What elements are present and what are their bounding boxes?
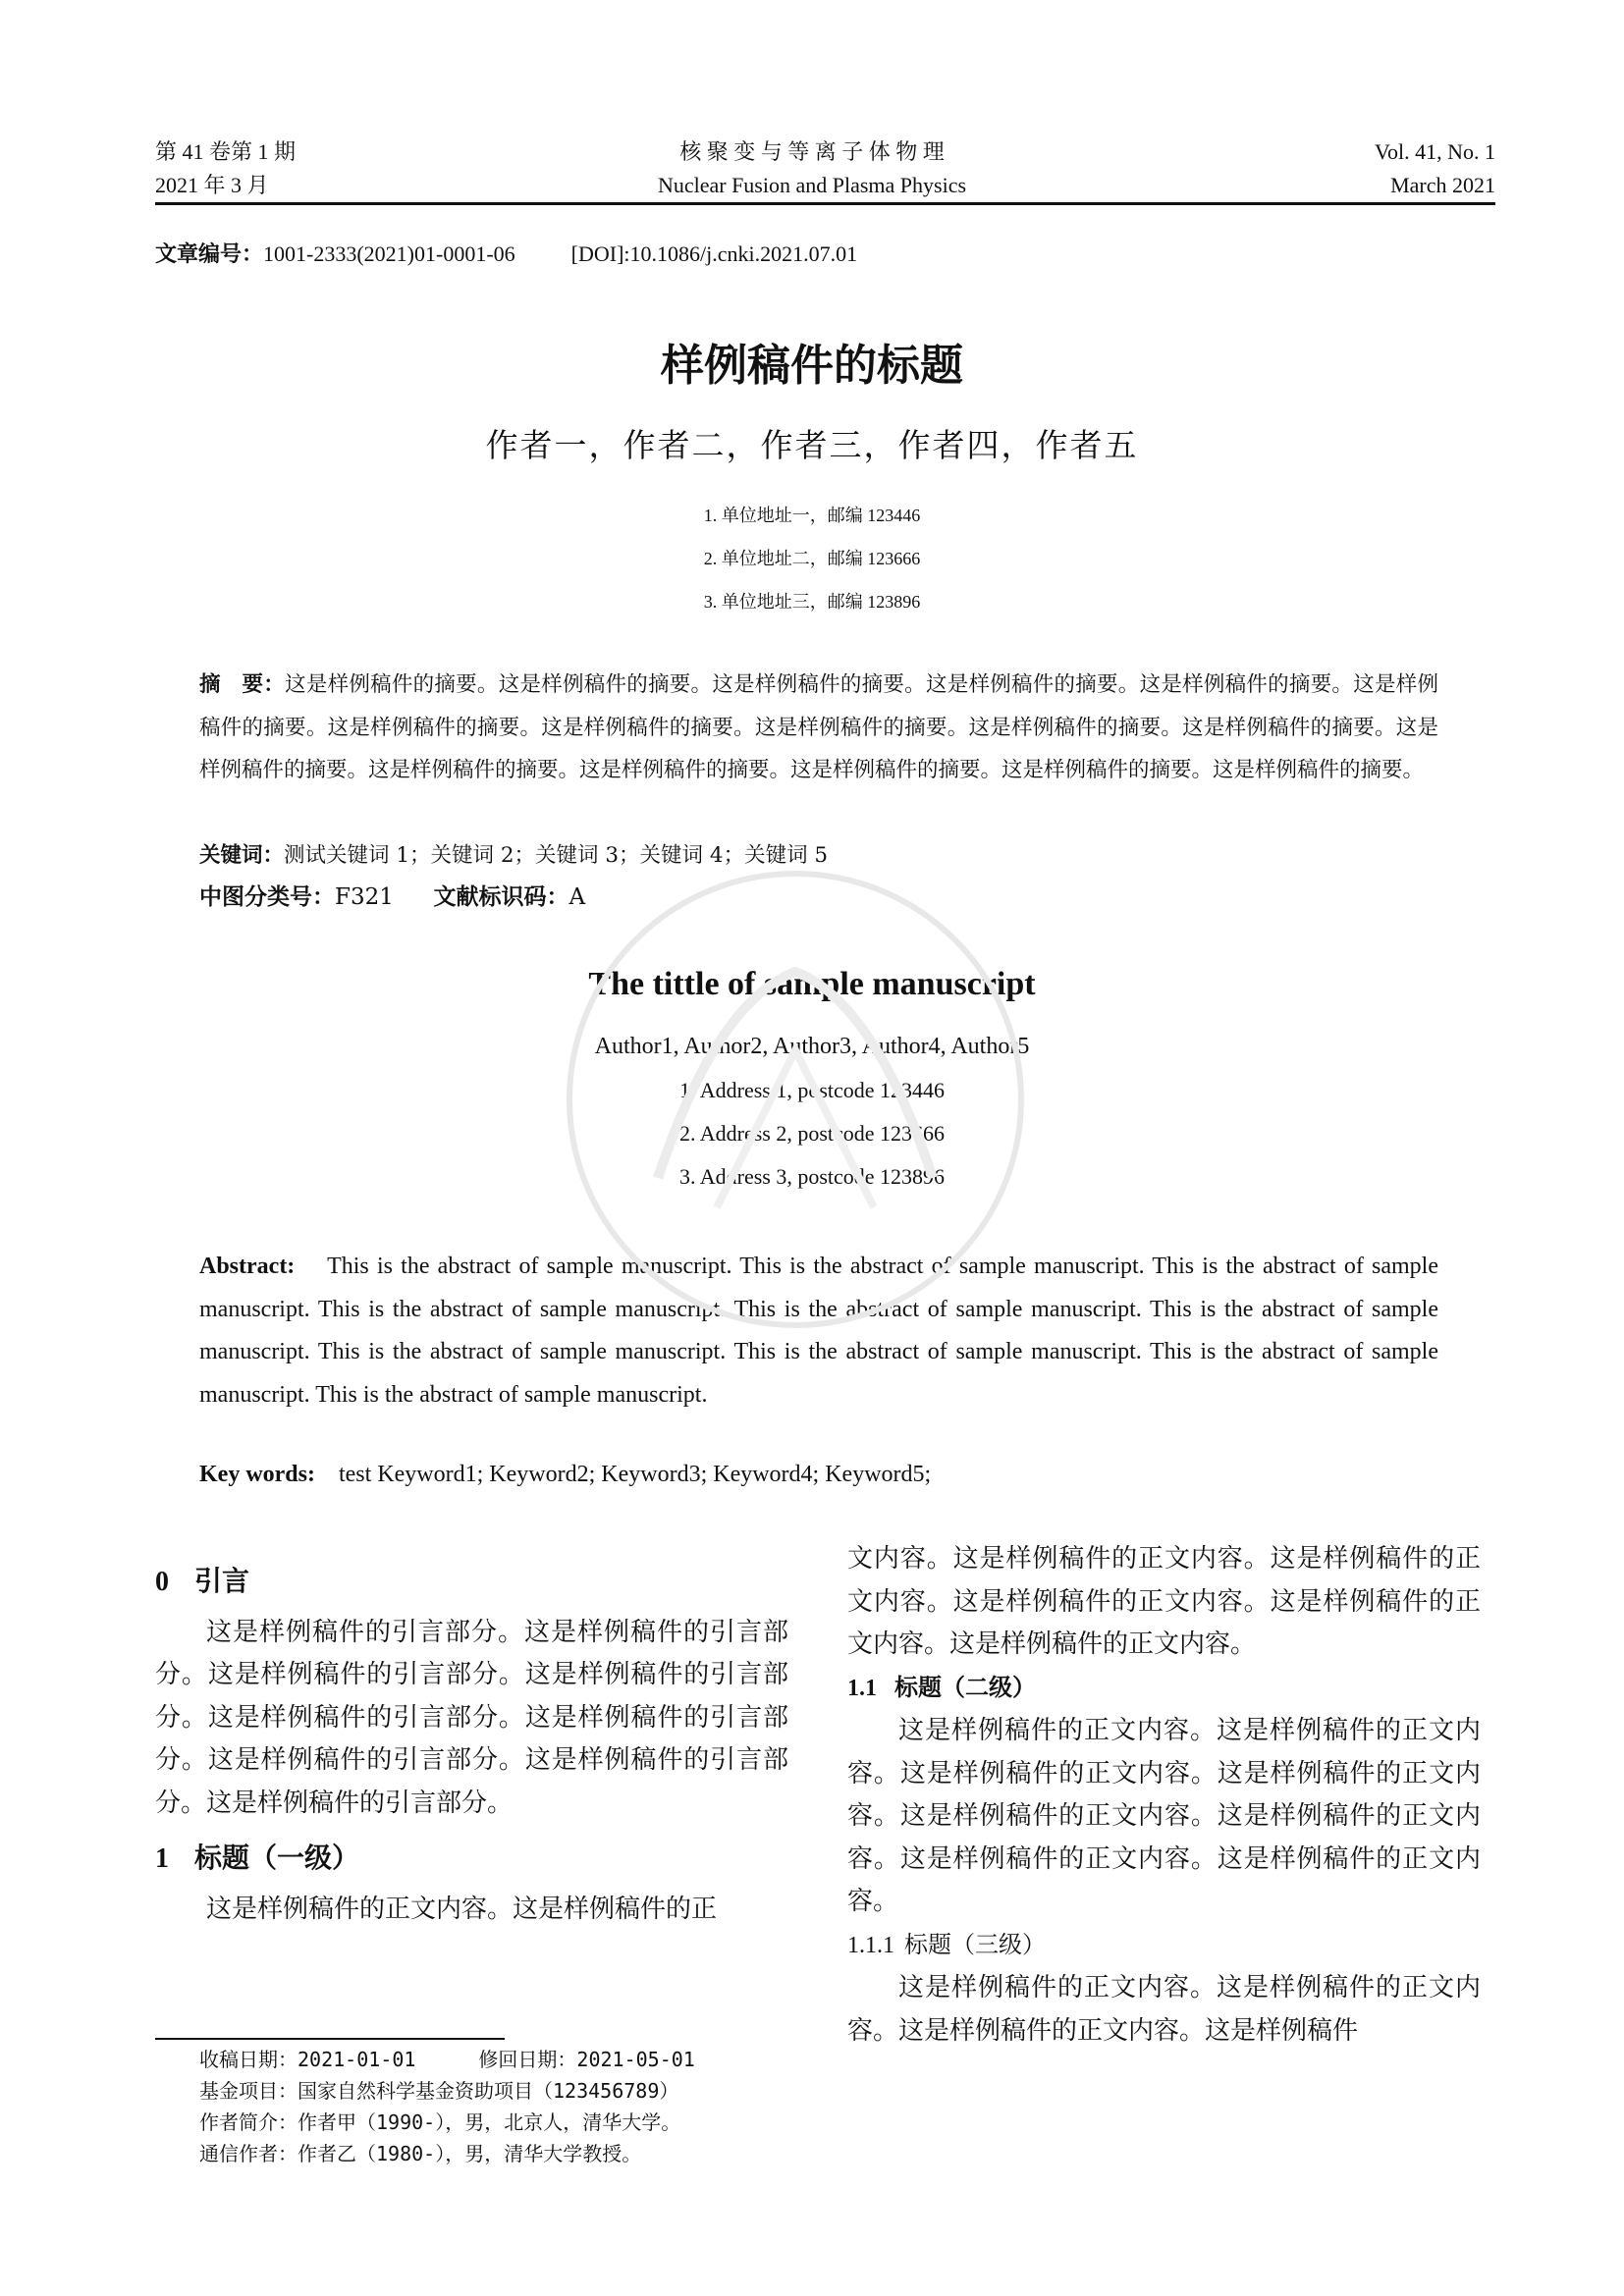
article-no: 1001-2333(2021)01-0001-06	[263, 241, 515, 266]
keywords-en	[199, 1462, 931, 1488]
section-1-1-1-title: 标题（三级）	[904, 1930, 1046, 1958]
body-left-column	[155, 1560, 788, 1931]
address-en-3: 3. Address 3, postcode 123896	[678, 1164, 946, 1189]
classification	[199, 878, 585, 917]
body-right-column	[847, 1538, 1481, 2053]
section-1-title: 标题（一级）	[194, 1842, 360, 1874]
abstract-cn-text: 这是样例稿件的摘要。这是样例稿件的摘要。这是样例稿件的摘要。这是样例稿件的摘要。这是样例稿件的摘要。这是样例稿件的摘要。这是样例稿件的摘要。这是样例稿件的摘要。这是样例稿件的摘要。这是样例稿件的摘要。这是样例稿件的摘要。这是样例稿件的摘要。这是样例稿件的摘要。这是样例稿件的摘要。这是样例稿件的摘要。这是样例稿件的摘要。这是样例稿件的摘要。	[199, 672, 1438, 782]
doc-code-label: 文献标识码：	[433, 884, 569, 910]
section-1-1-1-heading	[847, 1924, 1481, 1968]
journal-name-cn: 核 聚 变 与 等 离 子 体 物 理	[679, 139, 945, 164]
footnote-dates	[199, 2044, 695, 2075]
section-0-text: 这是样例稿件的引言部分。这是样例稿件的引言部分。这是样例稿件的引言部分。这是样例稿件的引言部分。这是样例稿件的引言部分。这是样例稿件的引言部分。这是样例稿件的引言部分。这是样例稿件的引言部分。这是样例稿件的引言部分。	[155, 1617, 788, 1818]
abstract-en-text: This is the abstract of sample manuscript. This is the abstract of sample manuscript. This is the abstract of sample manuscript. This is the abstract of sample manuscript. This is the abstract of sample manuscript. This is the abstract of sample manuscript. This is the abstract of sample manuscript. This is the abstract of sample manuscript. This is the abstract of sample manuscript. This is the abstract of sample manuscript.	[199, 1254, 1438, 1408]
abstract-en-label: Abstract:	[199, 1254, 296, 1279]
header-date: 2021 年 3 月	[155, 173, 269, 197]
section-1-text: 这是样例稿件的正文内容。这是样例稿件的正	[206, 1894, 718, 1924]
section-1-1-heading	[847, 1667, 1481, 1711]
footnote	[199, 2044, 695, 2169]
section-1-1-text: 这是样例稿件的正文内容。这是样例稿件的正文内容。这是样例稿件的正文内容。这是样例稿件的正文内容。这是样例稿件的正文内容。这是样例稿件的正文内容。这是样例稿件的正文内容。这是样例稿件的正文内容。	[847, 1716, 1481, 1916]
authors-en: Author1, Author2, Author3, Author4, Author5	[594, 1034, 1030, 1059]
section-1-1-number: 1.1	[847, 1675, 877, 1701]
author-bio: 作者简介：作者甲（1990-），男，北京人，清华大学。	[199, 2110, 681, 2134]
doc-code-value: A	[568, 884, 586, 910]
header-right	[1375, 135, 1495, 202]
keywords-en-label: Key words:	[199, 1462, 315, 1487]
article-no-label: 文章编号：	[155, 242, 264, 267]
section-0-number: 0	[155, 1567, 169, 1597]
doi: [DOI]:10.1086/j.cnki.2021.07.01	[570, 241, 858, 266]
received-date: 收稿日期：2021-01-01	[199, 2048, 416, 2071]
abstract-cn	[199, 664, 1438, 792]
header-rule	[155, 202, 1495, 205]
address-en-2: 2. Address 2, postcode 123666	[678, 1121, 946, 1146]
section-1-1-1-text: 这是样例稿件的正文内容。这是样例稿件的正文内容。这是样例稿件的正文内容。这是样例稿件	[847, 1973, 1481, 2046]
address-cn-3: 3. 单位地址三，邮编 123896	[703, 592, 921, 612]
keywords-en-text: test Keyword1; Keyword2; Keyword3; Keyword4; Keyword5;	[338, 1462, 932, 1487]
address-en-1: 1. Address 1, postcode 123446	[678, 1078, 946, 1102]
section-1-heading	[155, 1837, 788, 1881]
address-cn-2: 2. 单位地址二，邮编 123666	[703, 549, 921, 568]
watermark-seal	[550, 854, 1041, 1345]
abstract-cn-label: 摘 要：	[199, 672, 286, 697]
article-meta	[155, 238, 857, 268]
continued-text: 文内容。这是样例稿件的正文内容。这是样例稿件的正文内容。这是样例稿件的正文内容。这是样例稿件的正文内容。这是样例稿件的正文内容。	[847, 1544, 1481, 1659]
clc-label: 中图分类号：	[199, 884, 335, 910]
section-1-number: 1	[155, 1843, 169, 1874]
clc-value: F321	[335, 884, 394, 910]
header-vol-en: Vol. 41, No. 1	[1374, 139, 1495, 164]
title-cn: 样例稿件的标题	[661, 341, 963, 391]
header-volume: 第 41 卷第 1 期	[155, 139, 297, 164]
address-cn-1: 1. 单位地址一，邮编 123446	[703, 506, 921, 525]
authors-cn: 作者一，作者二，作者三，作者四，作者五	[485, 426, 1139, 464]
section-1-1-title: 标题（二级）	[894, 1673, 1036, 1701]
fund-info: 基金项目：国家自然科学基金资助项目（123456789）	[199, 2079, 679, 2103]
section-0-heading	[155, 1560, 788, 1604]
footnote-rule	[155, 2038, 505, 2040]
section-1-1-1-number: 1.1.1	[847, 1932, 894, 1958]
journal-name-en: Nuclear Fusion and Plasma Physics	[657, 173, 967, 197]
corresponding-author: 通信作者：作者乙（1980-），男，清华大学教授。	[199, 2142, 642, 2165]
keywords-cn-label: 关键词：	[199, 843, 285, 868]
revised-date: 修回日期：2021-05-01	[478, 2048, 695, 2071]
keywords-cn-text: 测试关键词 1；关键词 2；关键词 3；关键词 4；关键词 5	[284, 843, 829, 868]
section-0-title: 引言	[194, 1565, 250, 1597]
header-month-en: March 2021	[1390, 173, 1495, 197]
title-en: The tittle of sample manuscript	[588, 966, 1036, 1002]
